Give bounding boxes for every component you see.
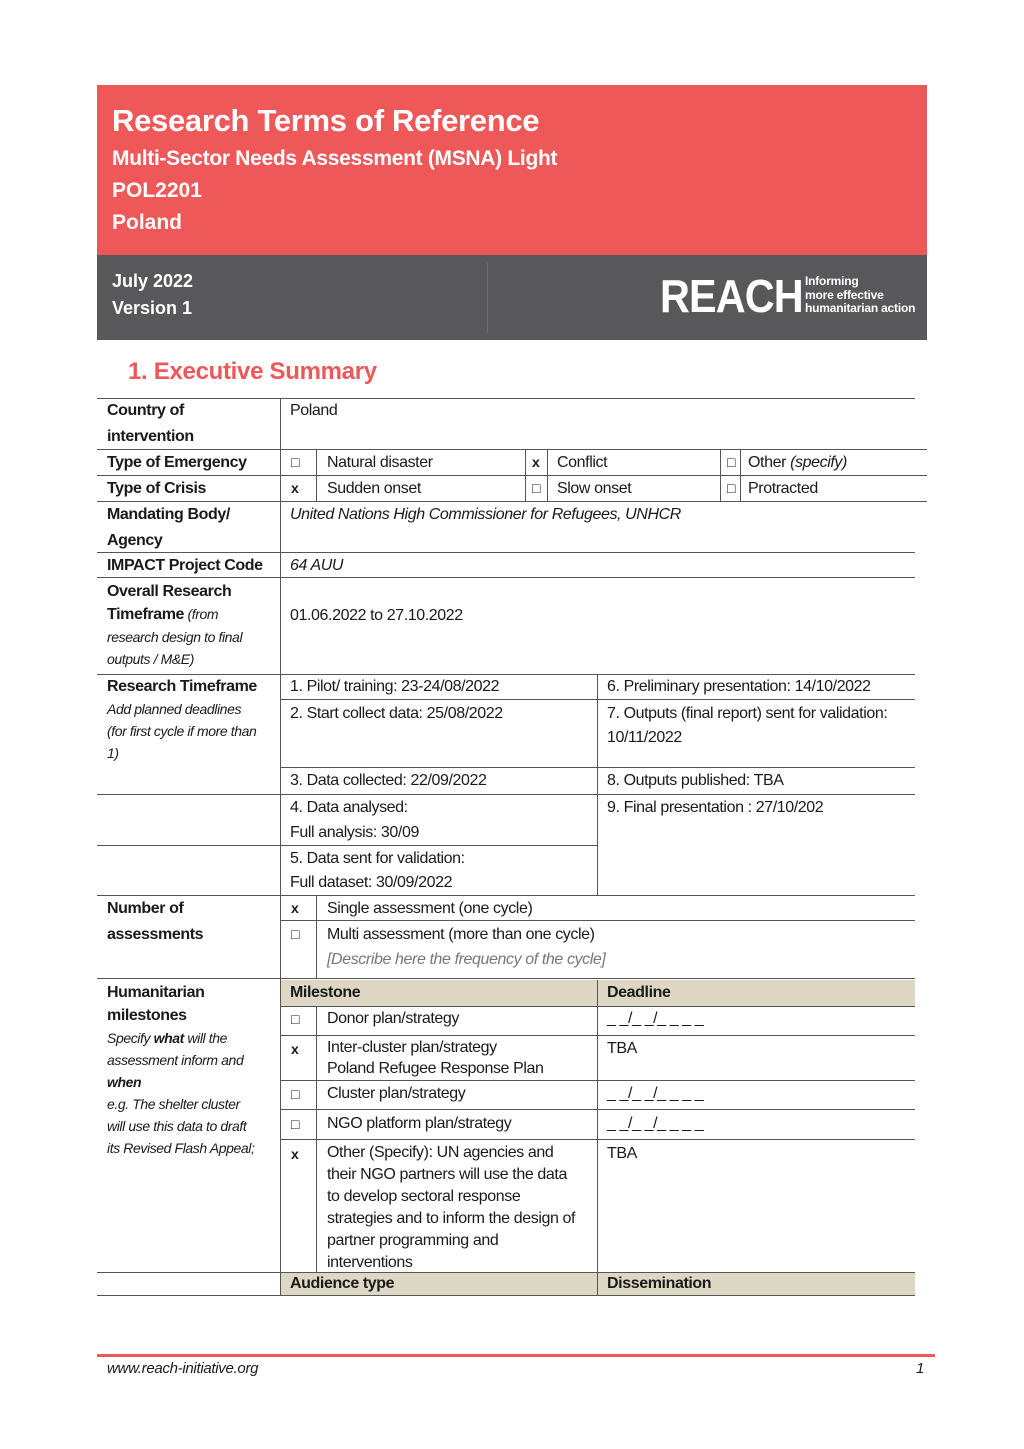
label-overall-timeframe: Overall Research Timeframe (from research design to final outputs / M&E) bbox=[107, 583, 243, 667]
dissemination-header: Dissemination bbox=[607, 1275, 712, 1292]
country-name: Poland bbox=[112, 211, 183, 234]
checkbox-single-assessment: x bbox=[291, 900, 299, 916]
audience-header: Audience type bbox=[290, 1275, 395, 1292]
milestone-inter-cluster-plan: Inter-cluster plan/strategy Poland Refugee Response Plan bbox=[327, 1039, 544, 1077]
milestone-cluster-plan: Cluster plan/strategy bbox=[327, 1085, 466, 1102]
option-multi-assessment: Multi assessment (more than one cycle) bbox=[327, 926, 595, 943]
value-mandating: United Nations High Commissioner for Refugees, UNHCR bbox=[290, 506, 681, 523]
label-project-code: IMPACT Project Code bbox=[107, 557, 263, 574]
checkbox-multi-assessment: □ bbox=[291, 926, 300, 942]
option-single-assessment: Single assessment (one cycle) bbox=[327, 900, 533, 917]
checkbox-sudden-onset: x bbox=[291, 480, 299, 496]
option-protracted: Protracted bbox=[748, 480, 818, 497]
checkbox-other: □ bbox=[727, 454, 736, 470]
value-overall-timeframe: 01.06.2022 to 27.10.2022 bbox=[290, 607, 463, 624]
checkbox-protracted: □ bbox=[727, 480, 736, 496]
deadline-cluster-plan: _ _/_ _/_ _ _ _ bbox=[607, 1085, 704, 1102]
option-other: Other (specify) bbox=[748, 454, 847, 471]
milestone-header: Milestone bbox=[290, 984, 361, 1001]
document-version: Version 1 bbox=[112, 298, 193, 318]
deadline-other: TBA bbox=[607, 1145, 637, 1162]
timeframe-preliminary: 6. Preliminary presentation: 14/10/2022 bbox=[607, 678, 871, 695]
project-code: POL2201 bbox=[112, 179, 202, 202]
footer-url[interactable]: www.reach-initiative.org bbox=[107, 1360, 259, 1377]
label-emergency: Type of Emergency bbox=[107, 454, 247, 471]
checkbox-inter-cluster-plan: x bbox=[291, 1041, 299, 1057]
reach-logo: REACH bbox=[660, 270, 803, 322]
option-slow-onset: Slow onset bbox=[557, 480, 632, 497]
deadline-inter-cluster-plan: TBA bbox=[607, 1040, 637, 1057]
timeframe-outputs-published: 8. Outputs published: TBA bbox=[607, 772, 784, 789]
milestone-header-shade bbox=[281, 980, 915, 1006]
milestone-ngo-platform: NGO platform plan/strategy bbox=[327, 1115, 512, 1132]
timeframe-start-collect: 2. Start collect data: 25/08/2022 bbox=[290, 705, 503, 722]
checkbox-donor-plan: □ bbox=[291, 1011, 300, 1027]
deadline-ngo-platform: _ _/_ _/_ _ _ _ bbox=[607, 1115, 704, 1132]
timeframe-outputs-validation: 7. Outputs (final report) sent for validation: 10/11/2022 bbox=[607, 705, 888, 746]
checkbox-other-milestone: x bbox=[291, 1146, 299, 1162]
reach-tagline: Informing more effective humanitarian action bbox=[805, 274, 916, 315]
checkbox-cluster-plan: □ bbox=[291, 1086, 300, 1102]
document-date: July 2022 bbox=[112, 271, 194, 291]
timeframe-pilot: 1. Pilot/ training: 23-24/08/2022 bbox=[290, 678, 500, 695]
label-research-timeframe: Research Timeframe Add planned deadlines (for first cycle if more than 1) bbox=[107, 678, 257, 761]
checkbox-ngo-platform: □ bbox=[291, 1116, 300, 1132]
section-title: 1. Executive Summary bbox=[128, 358, 377, 385]
timeframe-data-collected: 3. Data collected: 22/09/2022 bbox=[290, 772, 487, 789]
option-conflict: Conflict bbox=[557, 454, 608, 471]
deadline-header: Deadline bbox=[607, 984, 671, 1001]
label-country: Country of intervention bbox=[107, 402, 194, 445]
document-title: Research Terms of Reference bbox=[112, 103, 540, 138]
timeframe-data-analysed: 4. Data analysed: Full analysis: 30/09 bbox=[290, 799, 419, 841]
label-crisis: Type of Crisis bbox=[107, 480, 207, 497]
label-number-assessments: Number of assessments bbox=[107, 900, 204, 943]
label-mandating: Mandating Body/ Agency bbox=[107, 506, 230, 549]
checkbox-slow-onset: □ bbox=[532, 480, 541, 496]
page-number: 1 bbox=[916, 1360, 925, 1377]
milestone-other: Other (Specify): UN agencies and their NGO partners will use the data to develop sectoral response strategies and to inform the design of partner programming and interventions bbox=[327, 1144, 576, 1271]
milestone-donor-plan: Donor plan/strategy bbox=[327, 1010, 460, 1027]
value-project-code: 64 AUU bbox=[290, 557, 344, 574]
timeframe-final-presentation: 9. Final presentation : 27/10/202 bbox=[607, 799, 824, 816]
value-country: Poland bbox=[290, 402, 338, 419]
checkbox-natural-disaster: □ bbox=[291, 454, 300, 470]
multi-assessment-note: [Describe here the frequency of the cycle] bbox=[327, 951, 606, 968]
footer-divider bbox=[97, 1354, 935, 1357]
checkbox-conflict: x bbox=[532, 454, 540, 470]
label-humanitarian-milestones: Humanitarian milestones Specify what will the assessment inform and when e.g. The shelter cluster will use this data to draft its Revised Flash Appeal; bbox=[107, 984, 255, 1156]
option-sudden-onset: Sudden onset bbox=[327, 480, 421, 497]
option-natural-disaster: Natural disaster bbox=[327, 454, 433, 471]
document-subtitle: Multi-Sector Needs Assessment (MSNA) Light bbox=[112, 147, 558, 170]
deadline-donor-plan: _ _/_ _/_ _ _ _ bbox=[607, 1010, 704, 1027]
timeframe-data-validation: 5. Data sent for validation: Full dataset: 30/09/2022 bbox=[290, 850, 465, 891]
